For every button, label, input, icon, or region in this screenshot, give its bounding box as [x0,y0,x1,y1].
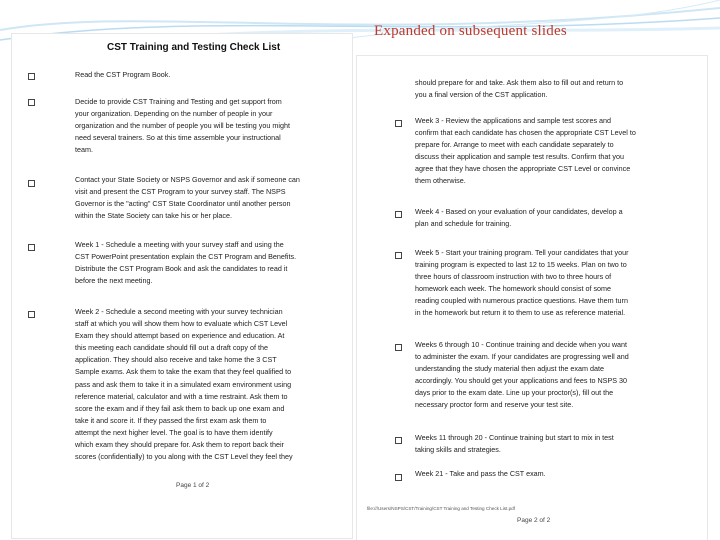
checkbox[interactable] [28,180,35,187]
checklist-page-2 [357,56,707,540]
checkbox[interactable] [28,99,35,106]
checkbox[interactable] [395,252,402,259]
continuation-text: should prepare for and take. Ask them also to fill out and return to you a final version of the CST application. [415,78,624,100]
checklist-item-text: Weeks 11 through 20 - Continue training but start to mix in test taking skills and strategies. [415,433,614,455]
page-footer: Page 2 of 2 [517,517,551,524]
checklist-item-text: Week 1 - Schedule a meeting with your survey staff and using the CST PowerPoint presentation explain the CST Program and Benefits. Distribute the CST Program Book and ask the candidates to read it before the next meeting. [75,240,297,286]
checklist-item-text: Contact your State Society or NSPS Governor and ask if someone can visit and present the CST Program to your survey staff. The NSPS Governor is the "acting" CST State Coordinator until another person within the State Society can take his or her place. [75,175,300,221]
slide-title: Expanded on subsequent slides [374,23,567,39]
document-title: CST Training and Testing Check List [107,42,281,53]
checklist-item-text: Week 2 - Schedule a second meeting with your survey technician staff at which you will show them how to evaluate which CST Level Exam they should attempt based on experience and education. At this meeting each candidate should fill out a draft copy of the application. They should also receive and take home the 3 CST Sample exams. Ask them to take the exam that they feel qualified to pass and ask them to take it in a simulated exam environment using reference material, calculator and with a time restraint. Ask them to score the exam and if they fail ask them to back up one exam and take it and score it. If they passed the first exam ask them to attempt the next higher level. The goal is to have them identify which exam they should prepare for. Ask them to report back their scores (confidentially) to you along with the CST Level they feel they [75,307,293,462]
file-path: file:///Users/NSPS/CST/Training/CST Training and Testing Check List.pdf [367,506,515,511]
checkbox[interactable] [395,344,402,351]
checkbox[interactable] [395,211,402,218]
checkbox[interactable] [28,73,35,80]
checkbox[interactable] [28,244,35,251]
checklist-item-text: Week 3 - Review the applications and sample test scores and confirm that each candidate has chosen the appropriate CST Level to prepare for. Arrange to meet with each candidate separately to discuss their application and sample test results. Confirm that you agree that they have chosen the appropriate CST Level or convince them otherwise. [415,116,636,186]
checklist-item-text: Week 5 - Start your training program. Tell your candidates that your training program is expected to last 12 to 15 weeks. Plan on two to three hours of classroom instruction with two to three hours of homework each week. The homework should consist of some reading coupled with numerous practice questions. Have them turn in the homework but return it to them to use as reference material. [415,248,629,318]
page-footer: Page 1 of 2 [176,482,210,489]
checklist-page-1 [12,34,352,538]
checklist-item-text: Decide to provide CST Training and Testing and get support from your organization. Depending on the number of people in your organization and the number of people you will be testing you might need several trainers. So at this time assemble your instructional team. [75,97,290,155]
checklist-item-text: Read the CST Program Book. [75,70,171,79]
checklist-item-text: Week 4 - Based on your evaluation of your candidates, develop a plan and schedule for training. [415,207,623,229]
checklist-item-text: Weeks 6 through 10 - Continue training and decide when you want to administer the exam. If your candidates are progressing well and understanding the study material then adjust the exam date accordingly. You should get your applications and fees to NSPS 30 days prior to the exam date. Line up your proctor(s), fill out the necessary proctor form and reserve your test site. [415,340,629,410]
checklist-item-text: Week 21 - Take and pass the CST exam. [415,469,546,478]
checkbox[interactable] [395,437,402,444]
checkbox[interactable] [28,311,35,318]
checkbox[interactable] [395,474,402,481]
checkbox[interactable] [395,120,402,127]
